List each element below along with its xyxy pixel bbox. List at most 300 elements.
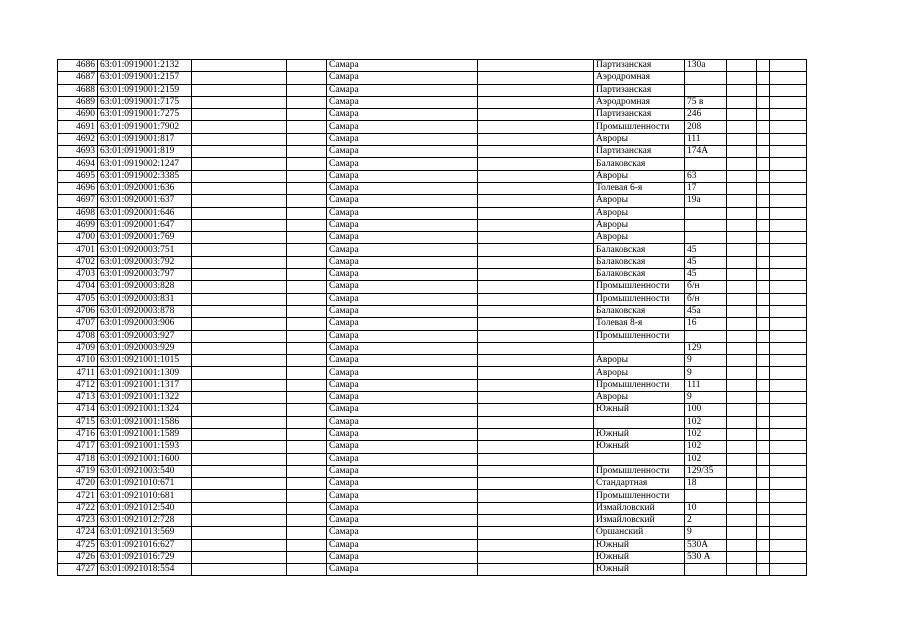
table-cell[interactable]	[478, 564, 594, 576]
table-cell[interactable]: 19а	[685, 195, 727, 207]
table-cell[interactable]	[770, 121, 807, 133]
table-cell[interactable]	[192, 158, 287, 170]
table-cell[interactable]	[478, 502, 594, 514]
table-cell[interactable]	[727, 465, 757, 477]
table-cell[interactable]	[478, 207, 594, 219]
table-cell[interactable]	[770, 293, 807, 305]
table-cell[interactable]: 63:01:0919002:3385	[98, 170, 192, 182]
table-cell[interactable]	[727, 121, 757, 133]
table-cell[interactable]	[192, 330, 287, 342]
row-number-cell[interactable]: 4722	[58, 502, 98, 514]
table-cell[interactable]: Самара	[327, 478, 478, 490]
table-cell[interactable]	[770, 514, 807, 526]
table-cell[interactable]: 63:01:0919001:819	[98, 146, 192, 158]
table-cell[interactable]	[478, 539, 594, 551]
table-cell[interactable]	[287, 330, 327, 342]
table-cell[interactable]	[478, 109, 594, 121]
table-cell[interactable]	[727, 281, 757, 293]
table-cell[interactable]	[770, 133, 807, 145]
table-cell[interactable]: Южный	[594, 551, 685, 563]
table-cell[interactable]: 9	[685, 367, 727, 379]
table-cell[interactable]	[192, 121, 287, 133]
table-cell[interactable]: Самара	[327, 293, 478, 305]
table-cell[interactable]	[287, 342, 327, 354]
table-cell[interactable]	[287, 453, 327, 465]
table-cell[interactable]: Самара	[327, 379, 478, 391]
table-cell[interactable]: 9	[685, 527, 727, 539]
row-number-cell[interactable]: 4708	[58, 330, 98, 342]
table-cell[interactable]	[757, 490, 770, 502]
table-cell[interactable]	[192, 428, 287, 440]
table-cell[interactable]: Измайловский	[594, 514, 685, 526]
table-cell[interactable]: Самара	[327, 453, 478, 465]
table-cell[interactable]: Самара	[327, 502, 478, 514]
table-cell[interactable]	[770, 465, 807, 477]
table-cell[interactable]	[757, 219, 770, 231]
table-cell[interactable]	[287, 72, 327, 84]
table-cell[interactable]	[287, 502, 327, 514]
table-cell[interactable]	[757, 355, 770, 367]
table-cell[interactable]: 63:01:0920003:792	[98, 256, 192, 268]
table-cell[interactable]	[478, 379, 594, 391]
table-cell[interactable]	[478, 490, 594, 502]
table-cell[interactable]	[287, 281, 327, 293]
table-cell[interactable]	[770, 551, 807, 563]
row-number-cell[interactable]: 4709	[58, 342, 98, 354]
table-cell[interactable]: 45	[685, 269, 727, 281]
row-number-cell[interactable]: 4691	[58, 121, 98, 133]
row-number-cell[interactable]: 4700	[58, 232, 98, 244]
row-number-cell[interactable]: 4705	[58, 293, 98, 305]
table-cell[interactable]	[287, 355, 327, 367]
table-cell[interactable]: 102	[685, 453, 727, 465]
row-number-cell[interactable]: 4701	[58, 244, 98, 256]
table-cell[interactable]: 63:01:0921016:729	[98, 551, 192, 563]
table-cell[interactable]	[757, 170, 770, 182]
table-cell[interactable]: 16	[685, 318, 727, 330]
table-cell[interactable]	[727, 392, 757, 404]
table-cell[interactable]: Авроры	[594, 219, 685, 231]
table-cell[interactable]	[757, 465, 770, 477]
table-cell[interactable]	[192, 367, 287, 379]
table-cell[interactable]	[757, 379, 770, 391]
table-cell[interactable]	[192, 84, 287, 96]
table-cell[interactable]	[685, 330, 727, 342]
table-cell[interactable]	[770, 60, 807, 72]
table-cell[interactable]	[757, 60, 770, 72]
table-cell[interactable]	[192, 514, 287, 526]
table-cell[interactable]	[770, 305, 807, 317]
table-cell[interactable]	[770, 207, 807, 219]
table-cell[interactable]	[478, 256, 594, 268]
table-cell[interactable]	[478, 146, 594, 158]
table-cell[interactable]: Самара	[327, 428, 478, 440]
table-cell[interactable]	[757, 195, 770, 207]
table-cell[interactable]	[478, 232, 594, 244]
table-cell[interactable]	[727, 195, 757, 207]
table-cell[interactable]: 63:01:0919001:7175	[98, 96, 192, 108]
table-cell[interactable]: Авроры	[594, 232, 685, 244]
table-cell[interactable]	[685, 564, 727, 576]
table-cell[interactable]	[757, 146, 770, 158]
table-cell[interactable]	[192, 72, 287, 84]
table-cell[interactable]: Южный	[594, 404, 685, 416]
table-cell[interactable]	[287, 527, 327, 539]
table-cell[interactable]: 174А	[685, 146, 727, 158]
table-cell[interactable]	[757, 539, 770, 551]
table-cell[interactable]	[727, 96, 757, 108]
table-cell[interactable]	[478, 551, 594, 563]
table-cell[interactable]	[757, 416, 770, 428]
table-cell[interactable]: 530А	[685, 539, 727, 551]
table-cell[interactable]: 102	[685, 416, 727, 428]
table-cell[interactable]	[727, 453, 757, 465]
table-cell[interactable]	[287, 109, 327, 121]
table-cell[interactable]	[192, 195, 287, 207]
table-cell[interactable]	[727, 428, 757, 440]
table-cell[interactable]	[685, 72, 727, 84]
table-cell[interactable]: 63:01:0921001:1317	[98, 379, 192, 391]
table-cell[interactable]	[770, 84, 807, 96]
table-cell[interactable]	[192, 404, 287, 416]
table-cell[interactable]	[770, 490, 807, 502]
table-cell[interactable]: 63	[685, 170, 727, 182]
table-cell[interactable]: Самара	[327, 232, 478, 244]
table-cell[interactable]	[757, 305, 770, 317]
table-cell[interactable]: Самара	[327, 158, 478, 170]
table-cell[interactable]	[757, 281, 770, 293]
table-cell[interactable]: 2	[685, 514, 727, 526]
row-number-cell[interactable]: 4702	[58, 256, 98, 268]
row-number-cell[interactable]: 4723	[58, 514, 98, 526]
table-cell[interactable]	[770, 416, 807, 428]
row-number-cell[interactable]: 4727	[58, 564, 98, 576]
table-cell[interactable]	[727, 84, 757, 96]
table-cell[interactable]	[727, 109, 757, 121]
table-cell[interactable]	[478, 60, 594, 72]
table-cell[interactable]: 9	[685, 392, 727, 404]
row-number-cell[interactable]: 4689	[58, 96, 98, 108]
table-cell[interactable]: Промышленности	[594, 330, 685, 342]
table-cell[interactable]	[770, 502, 807, 514]
table-cell[interactable]: 129/35	[685, 465, 727, 477]
table-cell[interactable]: 63:01:0921012:728	[98, 514, 192, 526]
table-cell[interactable]	[478, 96, 594, 108]
table-cell[interactable]	[287, 232, 327, 244]
table-cell[interactable]	[478, 195, 594, 207]
table-cell[interactable]	[192, 502, 287, 514]
table-cell[interactable]	[287, 60, 327, 72]
table-cell[interactable]	[192, 269, 287, 281]
row-number-cell[interactable]: 4725	[58, 539, 98, 551]
table-cell[interactable]	[192, 539, 287, 551]
table-cell[interactable]	[727, 318, 757, 330]
row-number-cell[interactable]: 4686	[58, 60, 98, 72]
table-cell[interactable]	[757, 514, 770, 526]
table-cell[interactable]: 63:01:0920001:636	[98, 182, 192, 194]
table-cell[interactable]	[287, 121, 327, 133]
table-cell[interactable]: Самара	[327, 551, 478, 563]
table-cell[interactable]	[770, 109, 807, 121]
table-cell[interactable]	[287, 551, 327, 563]
table-cell[interactable]	[727, 207, 757, 219]
table-cell[interactable]	[287, 195, 327, 207]
table-cell[interactable]	[478, 133, 594, 145]
table-cell[interactable]: 45а	[685, 305, 727, 317]
table-cell[interactable]	[192, 207, 287, 219]
table-cell[interactable]	[192, 379, 287, 391]
row-number-cell[interactable]: 4694	[58, 158, 98, 170]
table-cell[interactable]	[478, 158, 594, 170]
table-cell[interactable]	[192, 182, 287, 194]
row-number-cell[interactable]: 4688	[58, 84, 98, 96]
table-cell[interactable]	[478, 465, 594, 477]
table-cell[interactable]	[478, 318, 594, 330]
table-cell[interactable]: 63:01:0921013:569	[98, 527, 192, 539]
table-cell[interactable]	[192, 490, 287, 502]
table-cell[interactable]	[770, 195, 807, 207]
table-cell[interactable]	[770, 244, 807, 256]
table-cell[interactable]	[192, 96, 287, 108]
table-cell[interactable]: 63:01:0919001:7275	[98, 109, 192, 121]
table-cell[interactable]	[192, 465, 287, 477]
table-cell[interactable]: 63:01:0921010:671	[98, 478, 192, 490]
table-cell[interactable]	[478, 367, 594, 379]
table-cell[interactable]: Аэродромная	[594, 72, 685, 84]
table-cell[interactable]	[685, 84, 727, 96]
table-cell[interactable]	[757, 158, 770, 170]
table-cell[interactable]	[192, 281, 287, 293]
table-cell[interactable]	[287, 318, 327, 330]
row-number-cell[interactable]: 4717	[58, 441, 98, 453]
table-cell[interactable]: 102	[685, 428, 727, 440]
table-cell[interactable]	[757, 342, 770, 354]
row-number-cell[interactable]: 4703	[58, 269, 98, 281]
table-cell[interactable]: Балаковская	[594, 158, 685, 170]
table-cell[interactable]: Самара	[327, 392, 478, 404]
table-cell[interactable]	[192, 342, 287, 354]
table-cell[interactable]: Самара	[327, 416, 478, 428]
table-cell[interactable]: 530 А	[685, 551, 727, 563]
table-cell[interactable]	[192, 318, 287, 330]
table-cell[interactable]: Самара	[327, 121, 478, 133]
table-cell[interactable]	[192, 232, 287, 244]
table-cell[interactable]	[757, 182, 770, 194]
table-cell[interactable]: 63:01:0921010:681	[98, 490, 192, 502]
table-cell[interactable]	[727, 293, 757, 305]
table-cell[interactable]	[757, 293, 770, 305]
table-cell[interactable]: 63:01:0920003:878	[98, 305, 192, 317]
table-cell[interactable]	[192, 133, 287, 145]
table-cell[interactable]: Самара	[327, 490, 478, 502]
table-cell[interactable]: 100	[685, 404, 727, 416]
table-cell[interactable]: Авроры	[594, 367, 685, 379]
table-cell[interactable]	[287, 404, 327, 416]
table-cell[interactable]	[770, 379, 807, 391]
table-cell[interactable]: 208	[685, 121, 727, 133]
table-cell[interactable]	[685, 232, 727, 244]
table-cell[interactable]	[727, 404, 757, 416]
table-cell[interactable]	[727, 514, 757, 526]
table-cell[interactable]	[478, 330, 594, 342]
table-cell[interactable]: Самара	[327, 269, 478, 281]
table-cell[interactable]	[727, 478, 757, 490]
table-cell[interactable]	[757, 133, 770, 145]
table-cell[interactable]	[287, 96, 327, 108]
table-cell[interactable]	[757, 392, 770, 404]
table-cell[interactable]	[287, 207, 327, 219]
row-number-cell[interactable]: 4719	[58, 465, 98, 477]
table-cell[interactable]	[757, 109, 770, 121]
table-cell[interactable]	[757, 367, 770, 379]
table-cell[interactable]	[727, 416, 757, 428]
table-cell[interactable]: Самара	[327, 318, 478, 330]
table-cell[interactable]: Партизанская	[594, 60, 685, 72]
table-cell[interactable]	[727, 158, 757, 170]
table-cell[interactable]: Авроры	[594, 195, 685, 207]
table-cell[interactable]	[287, 416, 327, 428]
table-cell[interactable]: 63:01:0920003:751	[98, 244, 192, 256]
row-number-cell[interactable]: 4704	[58, 281, 98, 293]
table-cell[interactable]	[287, 133, 327, 145]
table-cell[interactable]	[478, 478, 594, 490]
table-cell[interactable]: Самара	[327, 109, 478, 121]
table-cell[interactable]: Авроры	[594, 170, 685, 182]
table-cell[interactable]: Самара	[327, 404, 478, 416]
table-cell[interactable]: Самара	[327, 244, 478, 256]
table-cell[interactable]: 63:01:0919001:2157	[98, 72, 192, 84]
table-cell[interactable]: 9	[685, 355, 727, 367]
table-cell[interactable]	[287, 305, 327, 317]
table-cell[interactable]	[727, 72, 757, 84]
table-cell[interactable]	[727, 355, 757, 367]
table-cell[interactable]	[757, 551, 770, 563]
table-cell[interactable]: Промышленности	[594, 465, 685, 477]
table-cell[interactable]	[478, 182, 594, 194]
table-cell[interactable]: б/н	[685, 281, 727, 293]
table-cell[interactable]: Самара	[327, 207, 478, 219]
table-cell[interactable]: 63:01:0920003:927	[98, 330, 192, 342]
row-number-cell[interactable]: 4693	[58, 146, 98, 158]
table-cell[interactable]	[770, 453, 807, 465]
table-cell[interactable]	[287, 269, 327, 281]
table-cell[interactable]: Самара	[327, 527, 478, 539]
table-cell[interactable]	[727, 256, 757, 268]
table-cell[interactable]: 246	[685, 109, 727, 121]
table-cell[interactable]: 63:01:0920001:647	[98, 219, 192, 231]
table-cell[interactable]: Южный	[594, 428, 685, 440]
table-cell[interactable]: 10	[685, 502, 727, 514]
table-cell[interactable]	[192, 170, 287, 182]
table-cell[interactable]	[478, 355, 594, 367]
table-cell[interactable]	[478, 342, 594, 354]
table-cell[interactable]	[287, 170, 327, 182]
table-cell[interactable]: 63:01:0920003:797	[98, 269, 192, 281]
row-number-cell[interactable]: 4714	[58, 404, 98, 416]
table-cell[interactable]	[757, 256, 770, 268]
table-cell[interactable]: 129	[685, 342, 727, 354]
table-cell[interactable]	[192, 392, 287, 404]
table-cell[interactable]	[192, 305, 287, 317]
table-cell[interactable]: 63:01:0921001:1324	[98, 404, 192, 416]
table-cell[interactable]: Самара	[327, 342, 478, 354]
table-cell[interactable]	[770, 428, 807, 440]
table-cell[interactable]	[287, 219, 327, 231]
table-cell[interactable]: 63:01:0919001:817	[98, 133, 192, 145]
table-cell[interactable]	[770, 564, 807, 576]
table-cell[interactable]: Авроры	[594, 355, 685, 367]
table-cell[interactable]: Самара	[327, 355, 478, 367]
table-cell[interactable]	[757, 96, 770, 108]
table-cell[interactable]	[727, 342, 757, 354]
table-cell[interactable]	[478, 281, 594, 293]
table-cell[interactable]	[594, 453, 685, 465]
table-cell[interactable]	[727, 60, 757, 72]
table-cell[interactable]: Промышленности	[594, 379, 685, 391]
table-cell[interactable]: Авроры	[594, 392, 685, 404]
table-cell[interactable]	[287, 539, 327, 551]
table-cell[interactable]	[770, 96, 807, 108]
table-cell[interactable]	[685, 219, 727, 231]
table-cell[interactable]	[192, 564, 287, 576]
table-cell[interactable]: 63:01:0921001:1586	[98, 416, 192, 428]
table-cell[interactable]	[770, 441, 807, 453]
row-number-cell[interactable]: 4721	[58, 490, 98, 502]
table-cell[interactable]	[478, 84, 594, 96]
table-cell[interactable]	[594, 416, 685, 428]
table-cell[interactable]: Партизанская	[594, 84, 685, 96]
table-cell[interactable]	[770, 318, 807, 330]
table-cell[interactable]	[192, 293, 287, 305]
table-cell[interactable]: Самара	[327, 465, 478, 477]
table-cell[interactable]	[770, 404, 807, 416]
table-cell[interactable]	[685, 158, 727, 170]
table-cell[interactable]	[727, 182, 757, 194]
table-cell[interactable]: Самара	[327, 305, 478, 317]
row-number-cell[interactable]: 4720	[58, 478, 98, 490]
table-cell[interactable]	[478, 453, 594, 465]
table-cell[interactable]: Промышленности	[594, 121, 685, 133]
table-cell[interactable]: Толевая 8-я	[594, 318, 685, 330]
table-cell[interactable]: 63:01:0919001:2159	[98, 84, 192, 96]
table-cell[interactable]: 63:01:0921001:1015	[98, 355, 192, 367]
table-cell[interactable]: Промышленности	[594, 281, 685, 293]
table-cell[interactable]: Промышленности	[594, 490, 685, 502]
table-cell[interactable]: Оршанский	[594, 527, 685, 539]
table-cell[interactable]: 130а	[685, 60, 727, 72]
table-cell[interactable]: Самара	[327, 72, 478, 84]
table-cell[interactable]: Южный	[594, 564, 685, 576]
table-cell[interactable]	[192, 478, 287, 490]
table-cell[interactable]	[757, 72, 770, 84]
table-cell[interactable]	[287, 256, 327, 268]
table-cell[interactable]: Самара	[327, 84, 478, 96]
table-cell[interactable]: 17	[685, 182, 727, 194]
table-cell[interactable]	[192, 527, 287, 539]
table-cell[interactable]	[192, 441, 287, 453]
table-cell[interactable]	[192, 244, 287, 256]
table-cell[interactable]	[757, 478, 770, 490]
table-cell[interactable]	[770, 256, 807, 268]
table-cell[interactable]	[757, 564, 770, 576]
table-cell[interactable]	[192, 416, 287, 428]
table-cell[interactable]: Балаковская	[594, 244, 685, 256]
table-cell[interactable]	[727, 244, 757, 256]
table-cell[interactable]	[192, 453, 287, 465]
table-cell[interactable]	[757, 318, 770, 330]
table-cell[interactable]	[685, 207, 727, 219]
table-cell[interactable]	[287, 465, 327, 477]
